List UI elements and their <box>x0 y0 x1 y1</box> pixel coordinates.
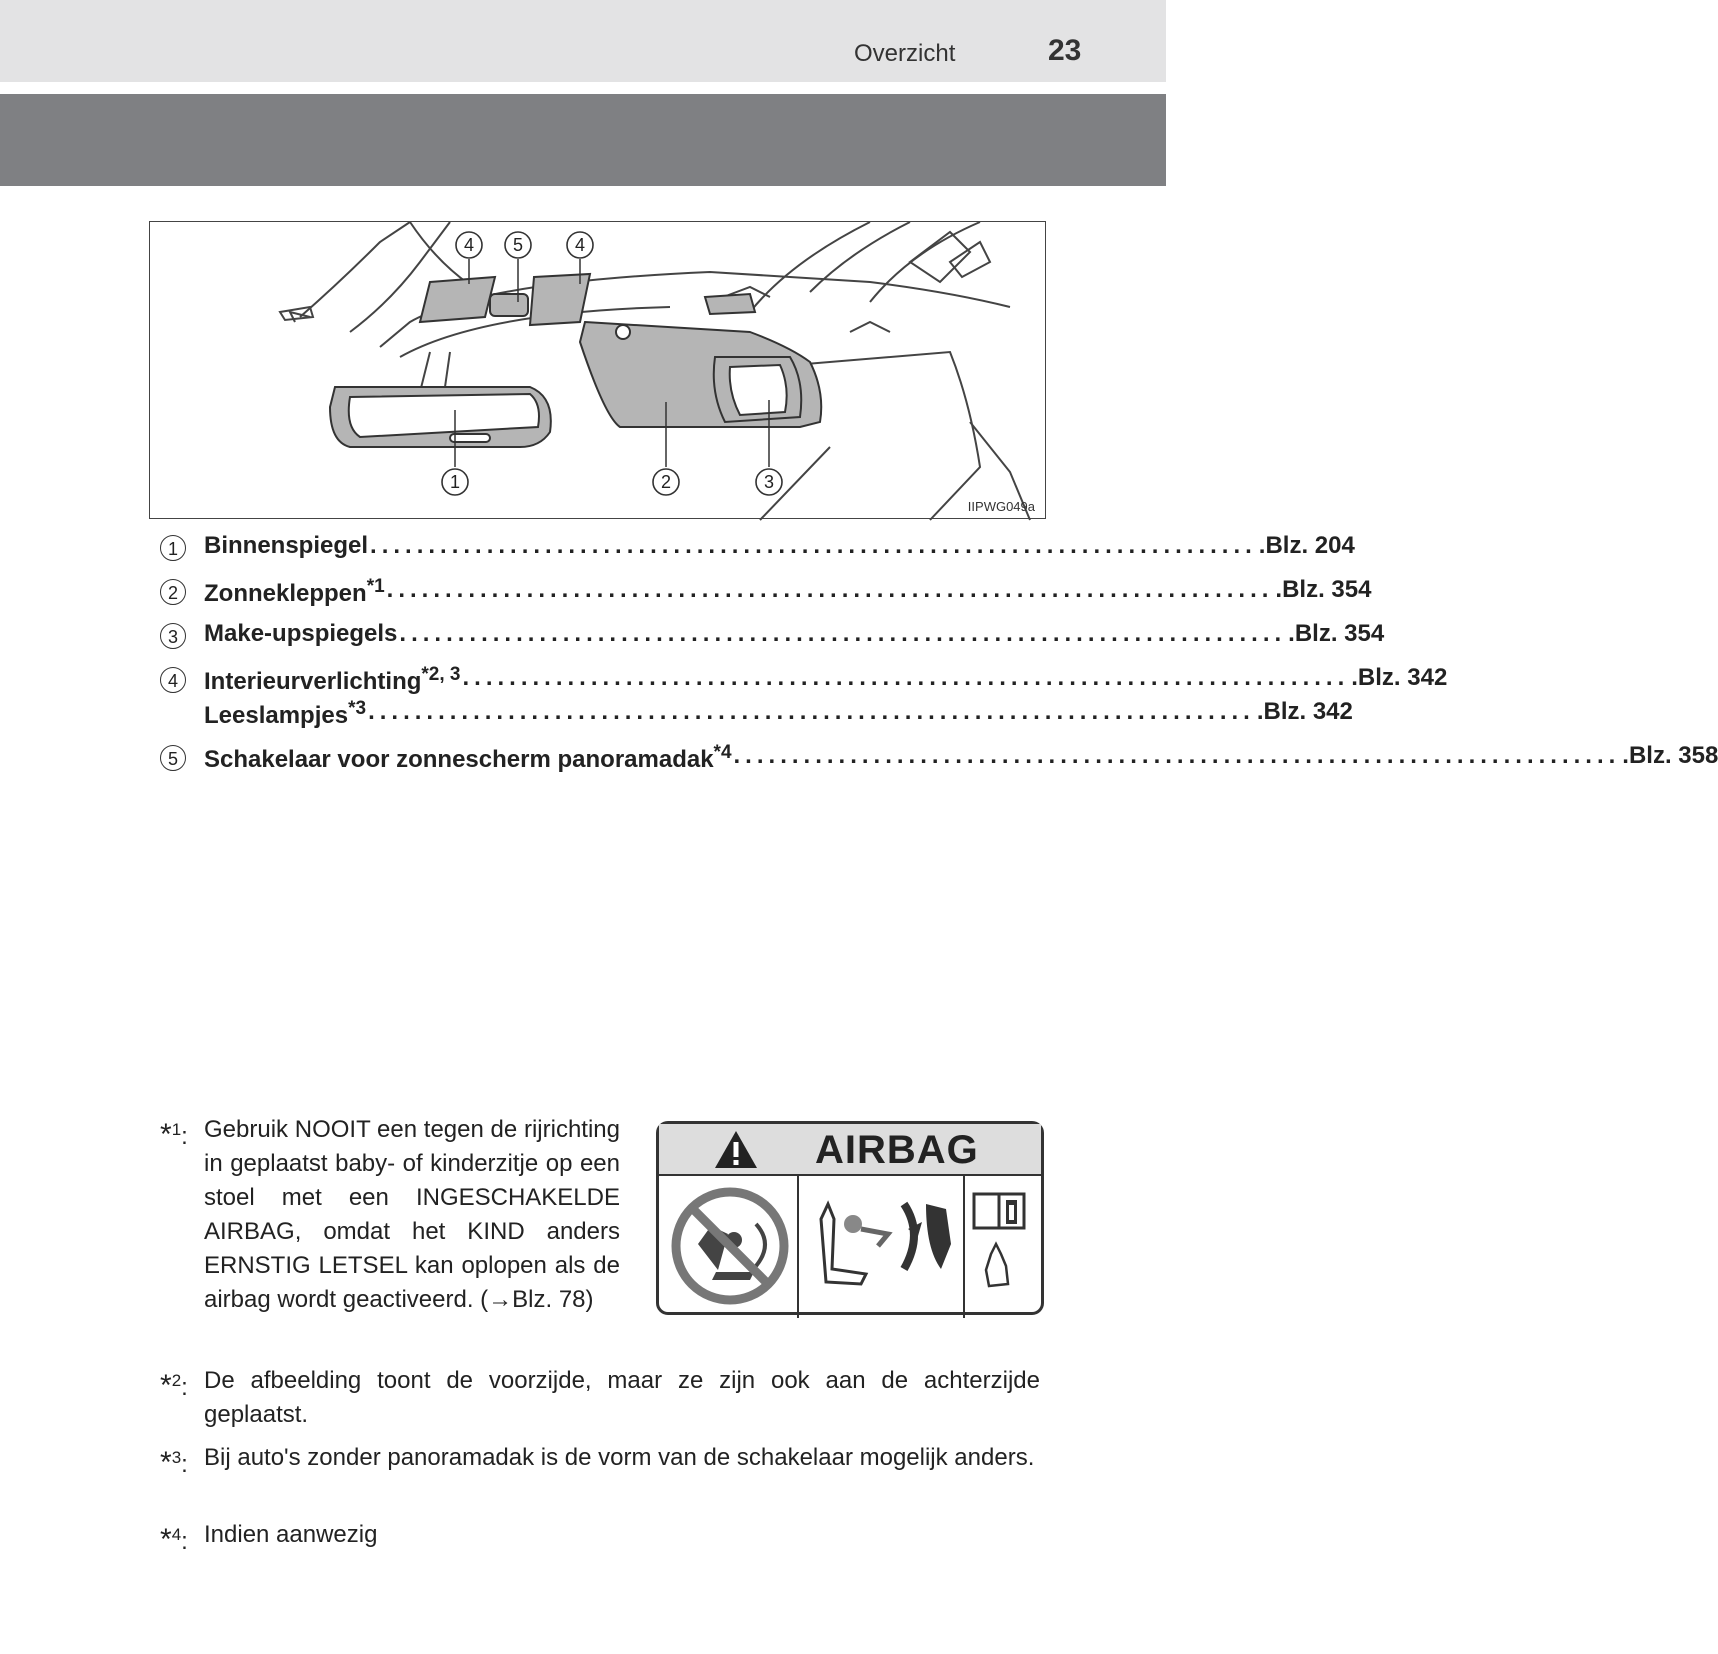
callout-label: 2 <box>660 472 672 492</box>
leader-dots: ............................................................................ <box>386 576 1274 603</box>
footnote-ref: *2, 3 <box>421 664 461 685</box>
list-item <box>160 618 1385 662</box>
item-label: Schakelaar voor zonnescherm panoramadak <box>204 746 714 773</box>
list-item <box>160 740 1718 784</box>
section-banner <box>0 94 1166 186</box>
footnote-text: Gebruik NOOIT een tegen de rijrichting in geplaatst baby- of kinderzitje op een stoel met een INGESCHAKELDE AIRBAG, omdat het KIND anders ERNSTIG LETSEL kan oplopen als de airbag wordt geactiveerd. (→Blz. 78) <box>204 1116 620 1313</box>
item-label: Make-upspiegels <box>204 620 398 647</box>
page-ref: .Blz. 342 <box>1256 698 1353 725</box>
page-number: 23 <box>1048 34 1082 67</box>
section-title: Overzicht <box>854 40 956 67</box>
airbag-warning-label <box>656 1121 1044 1315</box>
header-bar <box>0 0 1166 82</box>
list-item <box>160 574 1372 618</box>
footnote-ref: *4 <box>713 742 732 763</box>
item-number: 5 <box>160 745 186 771</box>
list-item <box>160 530 1355 574</box>
warning-header <box>659 1124 1041 1176</box>
page-ref: .Blz. 354 <box>1288 620 1385 647</box>
warning-pictograms <box>656 1174 1044 1318</box>
callout-label: 4 <box>463 235 475 255</box>
item-number: 2 <box>160 579 186 605</box>
leader-dots: ............................................................................ <box>462 664 1350 691</box>
parts-list <box>160 530 1718 784</box>
footnote-text: Bij auto's zonder panoramadak is de vorm van de schakelaar mogelijk anders. <box>204 1444 1035 1471</box>
item-label: Binnenspiegel <box>204 532 369 559</box>
item-label: Interieurverlichting <box>204 668 422 695</box>
footnote-ref: *1 <box>366 576 385 597</box>
item-number: 3 <box>160 623 186 649</box>
page-ref: .Blz. 204 <box>1258 532 1355 559</box>
item-label: Zonnekleppen <box>204 580 367 607</box>
list-item <box>160 696 1353 740</box>
leader-dots: ............................................................................ <box>370 532 1257 559</box>
warning-triangle-icon <box>711 1127 761 1171</box>
leader-dots: ............................................................................ <box>399 620 1287 647</box>
callout-label: 3 <box>763 472 775 492</box>
leader-dots: ............................................................................ <box>733 742 1621 769</box>
callout-label: 4 <box>574 235 586 255</box>
callout-label: 5 <box>512 235 524 255</box>
footnote-text: De afbeelding toont de voorzijde, maar ze zijn ook aan de achterzijde geplaatst. <box>204 1367 1040 1428</box>
page-ref: .Blz. 354 <box>1275 576 1372 603</box>
no-rear-facing-seat-icon <box>676 1192 784 1300</box>
item-label: Leeslampjes <box>204 702 349 729</box>
page-ref: .Blz. 358 <box>1622 742 1718 769</box>
page-ref: .Blz. 342 <box>1351 664 1448 691</box>
airbag-deploy-icon <box>821 1204 951 1284</box>
list-item <box>160 662 1448 696</box>
overhead-console-drawing <box>150 222 1047 520</box>
callout-label: 1 <box>449 472 461 492</box>
leader-dots: ............................................................................ <box>368 698 1255 725</box>
item-number: 4 <box>160 667 186 693</box>
footnote-text: Indien aanwezig <box>204 1521 378 1548</box>
figure-id: IIPWG049a <box>967 499 1035 514</box>
item-number: 1 <box>160 535 186 561</box>
warning-title: AIRBAG <box>815 1128 979 1172</box>
manual-info-icon <box>974 1194 1024 1286</box>
footnote-ref: *3 <box>348 698 367 719</box>
interior-illustration <box>149 221 1046 519</box>
